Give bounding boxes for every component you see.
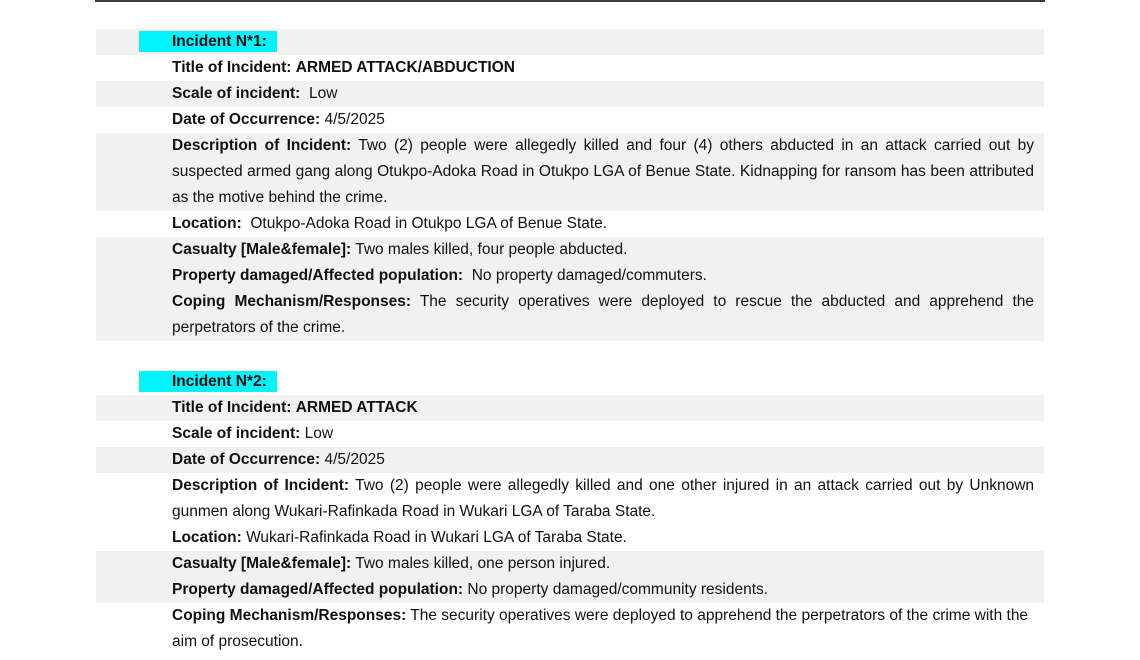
page-top-border <box>95 0 1045 2</box>
location-row <box>96 525 1044 551</box>
location-value: Wukari-Rafinkada Road in Wukari LGA of Taraba State. <box>246 529 627 546</box>
coping-row <box>96 289 1044 341</box>
date-label: Date of Occurrence: <box>172 451 321 468</box>
casualty-label: Casualty [Male&female]: <box>172 241 352 258</box>
title-row <box>96 395 1044 421</box>
title-value: ARMED ATTACK/ABDUCTION <box>295 59 515 76</box>
description-value: Two (2) people were allegedly killed and four (4) others abducted in an attack carried out by suspected armed gang along Otukpo-Adoka Road in Otukpo LGA of Benue State. Kidnapping for ransom has been attributed as the motive behind the crime. <box>172 137 1034 206</box>
property-value: No property damaged/community residents. <box>467 581 769 598</box>
property-label: Property damaged/Affected population: <box>172 581 464 598</box>
incident-2 <box>0 369 1140 655</box>
scale-label: Scale of incident: <box>172 425 301 442</box>
location-label: Location: <box>172 215 242 232</box>
scale-value: Low <box>308 85 338 102</box>
description-value: Two (2) people were allegedly killed and one other injured in an attack carried out by Unknown gunmen along Wukari-Rafinkada Road in Wukari LGA of Taraba State. <box>172 477 1035 520</box>
coping-label: Coping Mechanism/Responses: <box>172 607 407 624</box>
incident-heading-row <box>96 369 1044 395</box>
property-label: Property damaged/Affected population: <box>172 267 464 284</box>
description-label: Description of Incident: <box>172 137 352 154</box>
description-row <box>96 133 1044 211</box>
date-value: 4/5/2025 <box>324 111 385 128</box>
title-label: Title of Incident: <box>172 399 292 416</box>
casualty-value: Two males killed, one person injured. <box>355 555 611 572</box>
scale-label: Scale of incident: <box>172 85 301 102</box>
property-row <box>96 263 1044 289</box>
location-label: Location: <box>172 529 242 546</box>
coping-row <box>96 603 1044 655</box>
coping-label: Coping Mechanism/Responses: <box>172 293 412 310</box>
casualty-row <box>96 237 1044 263</box>
title-row <box>96 55 1044 81</box>
casualty-value: Two males killed, four people abducted. <box>355 241 628 258</box>
title-value: ARMED ATTACK <box>295 399 418 416</box>
incident-1 <box>0 29 1140 341</box>
date-row <box>96 447 1044 473</box>
location-value: Otukpo-Adoka Road in Otukpo LGA of Benue State. <box>250 215 608 232</box>
casualty-label: Casualty [Male&female]: <box>172 555 352 572</box>
casualty-row <box>96 551 1044 577</box>
coping-value: The security operatives were deployed to rescue the abducted and apprehend the perpetrators of the crime. <box>172 293 1034 336</box>
property-row <box>96 577 1044 603</box>
incident-heading: Incident N*1: <box>172 33 267 50</box>
date-label: Date of Occurrence: <box>172 111 321 128</box>
date-value: 4/5/2025 <box>324 451 385 468</box>
scale-row <box>96 421 1044 447</box>
title-label: Title of Incident: <box>172 59 292 76</box>
description-row <box>96 473 1044 525</box>
incident-heading-row <box>96 29 1044 55</box>
location-row <box>96 211 1044 237</box>
scale-row <box>96 81 1044 107</box>
incident-heading: Incident N*2: <box>172 373 267 390</box>
coping-value: The security operatives were deployed to apprehend the perpetrators of the crime with the aim of prosecution. <box>172 607 1029 650</box>
date-row <box>96 107 1044 133</box>
scale-value: Low <box>304 425 334 442</box>
property-value: No property damaged/commuters. <box>471 267 707 284</box>
description-label: Description of Incident: <box>172 477 350 494</box>
